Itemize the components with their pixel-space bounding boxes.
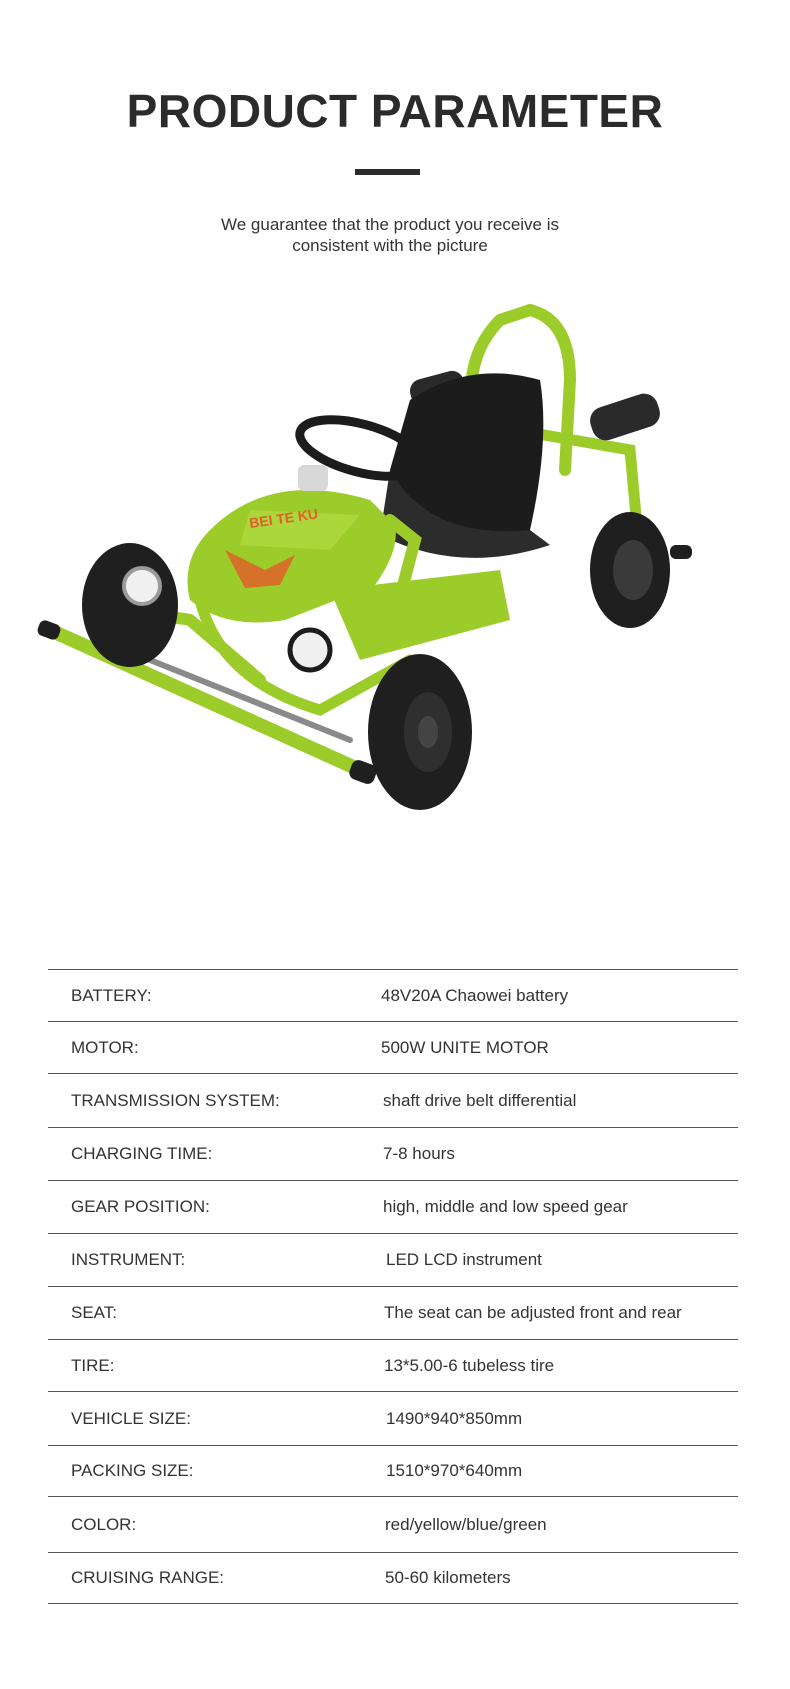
spec-row-packing-size [48, 1446, 738, 1497]
spec-label: GEAR POSITION: [71, 1197, 210, 1216]
spec-row-cruising-range [48, 1553, 738, 1604]
spec-value: 7-8 hours [383, 1144, 455, 1163]
spec-row-tire [48, 1340, 738, 1392]
spec-row-instrument [48, 1234, 738, 1287]
spec-value: 1510*970*640mm [386, 1461, 523, 1480]
spec-label: COLOR: [71, 1515, 137, 1534]
spec-label: TRANSMISSION SYSTEM: [71, 1091, 280, 1110]
spec-row-battery [48, 970, 738, 1022]
spec-label: SEAT: [71, 1303, 117, 1322]
spec-row-charging [48, 1128, 738, 1181]
spec-value: 48V20A Chaowei battery [381, 986, 569, 1005]
spec-label: VEHICLE SIZE: [71, 1409, 191, 1428]
spec-label: MOTOR: [71, 1038, 139, 1057]
spec-value: 50-60 kilometers [385, 1568, 511, 1587]
spec-value: The seat can be adjusted front and rear [384, 1303, 682, 1322]
title-divider [355, 169, 420, 175]
spec-value: red/yellow/blue/green [385, 1515, 547, 1534]
spec-value: 13*5.00-6 tubeless tire [384, 1356, 555, 1375]
spec-value: 1490*940*850mm [386, 1409, 523, 1428]
spec-row-seat [48, 1287, 738, 1340]
svg-text:BEI TE KU: BEI TE KU [248, 505, 319, 531]
subtitle-line-1: We guarantee that the product you receive is [221, 215, 559, 234]
go-kart-photo [30, 300, 750, 890]
spec-row-color [48, 1497, 738, 1553]
spec-label: TIRE: [71, 1356, 115, 1375]
spec-label: CHARGING TIME: [71, 1144, 213, 1163]
spec-row-transmission [48, 1074, 738, 1128]
spec-value: 500W UNITE MOTOR [381, 1038, 549, 1057]
spec-label: INSTRUMENT: [71, 1250, 186, 1269]
spec-row-motor [48, 1022, 738, 1074]
spec-value: shaft drive belt differential [383, 1091, 577, 1110]
spec-table [48, 969, 738, 1604]
spec-value: high, middle and low speed gear [383, 1197, 628, 1216]
spec-value: LED LCD instrument [386, 1250, 542, 1269]
subtitle [0, 214, 780, 256]
spec-label: CRUISING RANGE: [71, 1568, 225, 1587]
spec-row-gear [48, 1181, 738, 1234]
subtitle-line-2: consistent with the picture [292, 236, 488, 255]
spec-label: PACKING SIZE: [71, 1461, 194, 1480]
spec-label: BATTERY: [71, 986, 152, 1005]
page-title: PRODUCT PARAMETER [126, 85, 664, 137]
spec-row-vehicle-size [48, 1392, 738, 1446]
